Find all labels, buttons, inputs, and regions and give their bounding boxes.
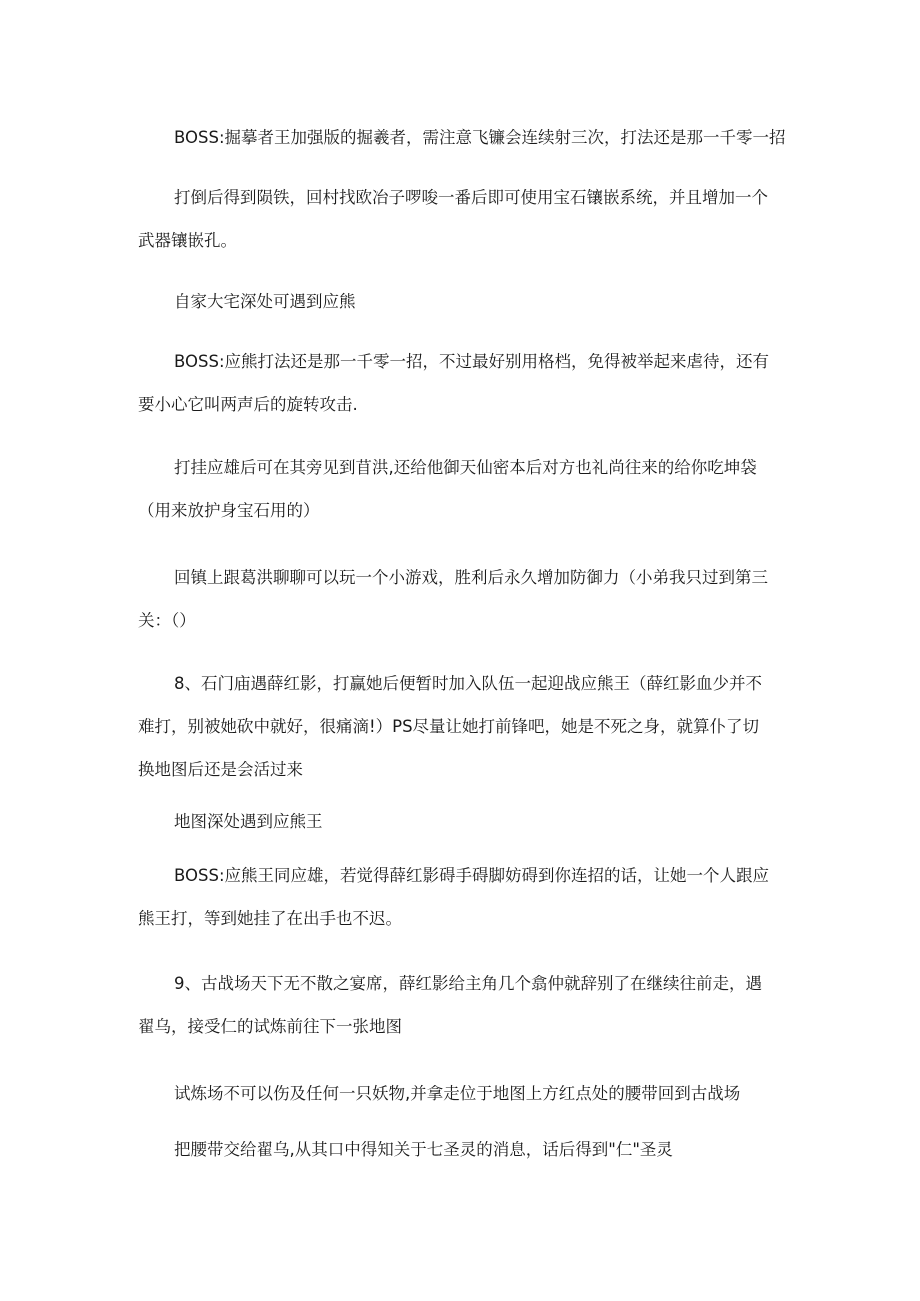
- paragraph-4: [138, 340, 786, 426]
- paragraph-12: [138, 1128, 786, 1171]
- text-line: 换地图后还是会活过来: [138, 760, 303, 779]
- text-line: 熊王打，等到她挂了在出手也不迟。: [138, 909, 402, 928]
- text-line: 自家大宅深处可遇到应熊: [174, 292, 356, 311]
- paragraph-1: [138, 116, 786, 159]
- text-line: 8、石门庙遇薛红影，打赢她后便暂时加入队伍一起迎战应熊王（薛红影血少并不: [174, 674, 762, 693]
- paragraph-10: [138, 962, 786, 1048]
- paragraph-11: [138, 1072, 786, 1115]
- text-line: BOSS:掘摹者王加强版的掘羲者，需注意飞镰会连续射三次，打法还是那一千零一招: [174, 128, 786, 147]
- text-line: 把腰带交给翟乌,从其口中得知关于七圣灵的消息，话后得到"仁"圣灵: [174, 1140, 673, 1159]
- text-line: 试炼场不可以伤及任何一只妖物,并拿走位于地图上方红点处的腰带回到古战场: [174, 1084, 741, 1103]
- paragraph-3: [138, 280, 786, 323]
- text-line: 翟乌，接受仁的试炼前往下一张地图: [138, 1017, 402, 1036]
- text-line: BOSS:应熊打法还是那一千零一招，不过最好别用格档，免得被举起来虐待，还有: [174, 352, 770, 371]
- text-line: 打挂应雄后可在其旁见到苜洪,还给他御天仙密本后对方也礼尚往来的给你吃坤袋: [174, 458, 757, 477]
- text-line: 9、古战场天下无不散之宴席，薛红影给主角几个翕仲就辞别了在继续往前走，遇: [174, 974, 762, 993]
- text-line: BOSS:应熊王同应雄，若觉得薛红影碍手碍脚妨碍到你连招的话，让她一个人跟应: [174, 866, 770, 885]
- paragraph-2: [138, 176, 786, 262]
- paragraph-5: [138, 446, 786, 532]
- text-line: 回镇上跟葛洪聊聊可以玩一个小游戏，胜利后永久增加防御力（小弟我只过到第三: [174, 568, 768, 587]
- text-line: 关：（）: [138, 611, 196, 630]
- text-line: 要小心它叫两声后的旋转攻击.: [138, 395, 358, 414]
- text-line: 武器镶嵌孔。: [138, 231, 237, 250]
- paragraph-7: [138, 662, 786, 791]
- text-line: 地图深处遇到应熊王: [174, 812, 323, 831]
- text-line: 打倒后得到陨铁，回村找欧冶子啰唆一番后即可使用宝石镶嵌系统，并且增加一个: [174, 188, 768, 207]
- paragraph-9: [138, 854, 786, 940]
- text-line: 难打，别被她砍中就好，很痛滴!）PS尽量让她打前锋吧，她是不死之身，就算仆了切: [138, 717, 760, 736]
- paragraph-6: [138, 556, 786, 642]
- text-line: （用来放护身宝石用的）: [138, 501, 320, 520]
- paragraph-8: [138, 800, 786, 843]
